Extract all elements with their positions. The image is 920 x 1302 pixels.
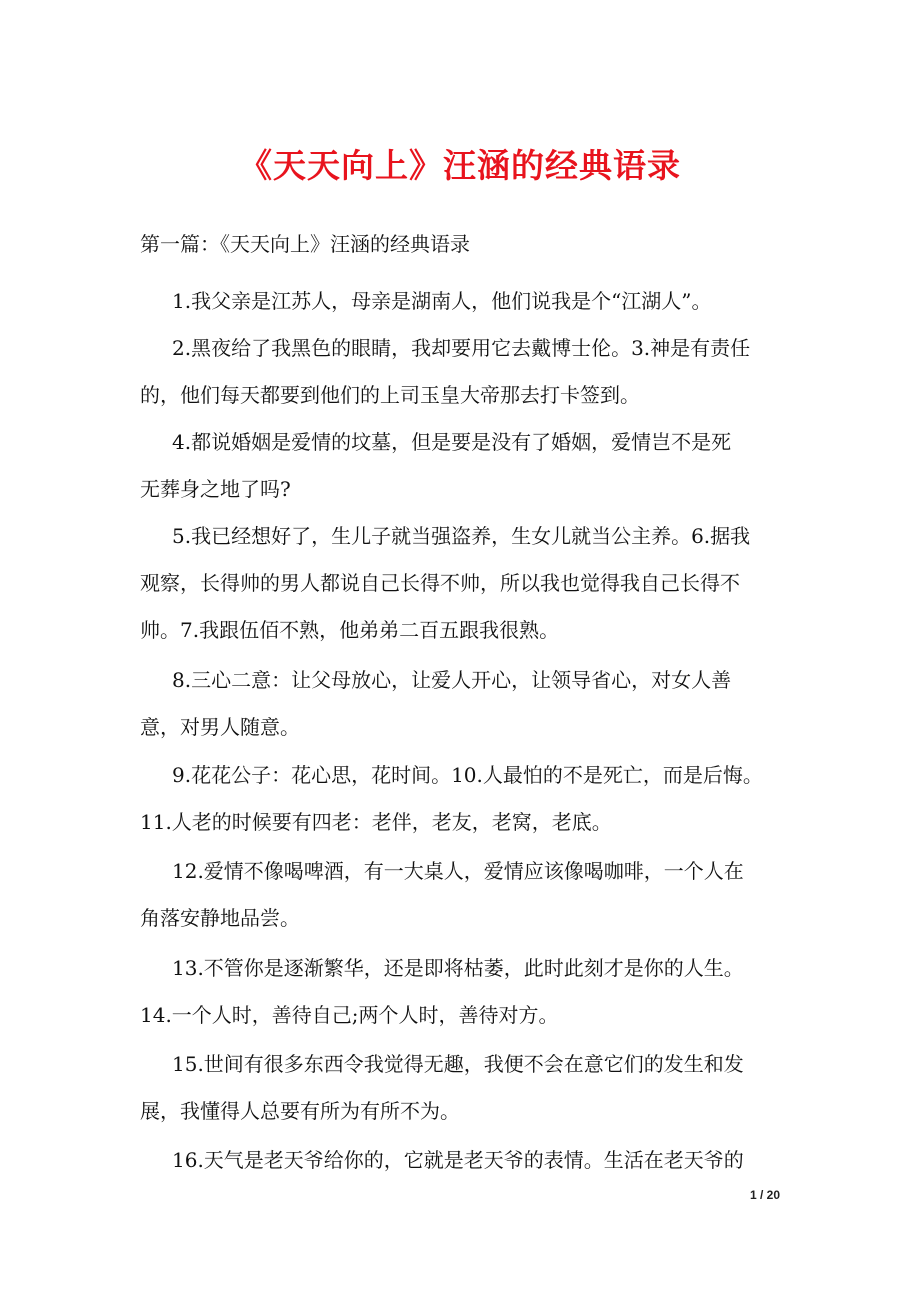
text-line: 15.世间有很多东西令我觉得无趣，我便不会在意它们的发生和发 [172,1052,744,1076]
text-line: 9.花花公子：花心思，花时间。10.人最怕的不是死亡，而是后悔。 [172,763,763,787]
paragraph [140,278,785,325]
text-line: 展，我懂得人总要有所为有所不为。 [140,1099,460,1123]
page-number: 1 / 20 [749,1188,780,1202]
section-subtitle: 第一篇：《天天向上》汪涵的经典语录 [140,232,470,256]
paragraph [140,1137,785,1184]
paragraph [140,325,785,419]
paragraph [140,657,785,751]
text-line: 5.我已经想好了，生儿子就当强盗养，生女儿就当公主养。6.据我 [172,524,751,548]
paragraph [140,848,785,942]
text-line: 无葬身之地了吗? [140,477,291,501]
paragraph [140,945,785,1039]
text-line: 8.三心二意：让父母放心，让爱人开心，让领导省心，对女人善 [172,668,732,692]
text-line: 13.不管你是逐渐繁华，还是即将枯萎，此时此刻才是你的人生。 [172,956,744,980]
text-line: 帅。7.我跟伍佰不熟，他弟弟二百五跟我很熟。 [140,618,560,642]
paragraph [140,752,785,846]
paragraph [140,419,785,513]
text-line: 的，他们每天都要到他们的上司玉皇大帝那去打卡签到。 [140,383,640,407]
text-line: 意，对男人随意。 [140,715,300,739]
text-line: 1.我父亲是江苏人，母亲是湖南人，他们说我是个“江湖人”。 [172,289,712,313]
text-line: 14.一个人时，善待自己;两个人时，善待对方。 [140,1003,559,1027]
text-line: 4.都说婚姻是爱情的坟墓，但是要是没有了婚姻，爱情岂不是死 [172,430,732,454]
text-line: 观察，长得帅的男人都说自己长得不帅，所以我也觉得我自己长得不 [140,571,740,595]
paragraph [140,1041,785,1135]
text-line: 2.黑夜给了我黑色的眼睛，我却要用它去戴博士伦。3.神是有责任 [172,336,751,360]
paragraph [140,513,785,654]
document-title: 《天天向上》汪涵的经典语录 [239,146,681,185]
text-line: 角落安静地品尝。 [140,906,300,930]
text-line: 11.人老的时候要有四老：老伴，老友，老窝，老底。 [140,810,612,834]
text-line: 12.爱情不像喝啤酒，有一大桌人，爱情应该像喝咖啡，一个人在 [172,859,744,883]
text-line: 16.天气是老天爷给你的，它就是老天爷的表情。生活在老天爷的 [172,1148,744,1172]
